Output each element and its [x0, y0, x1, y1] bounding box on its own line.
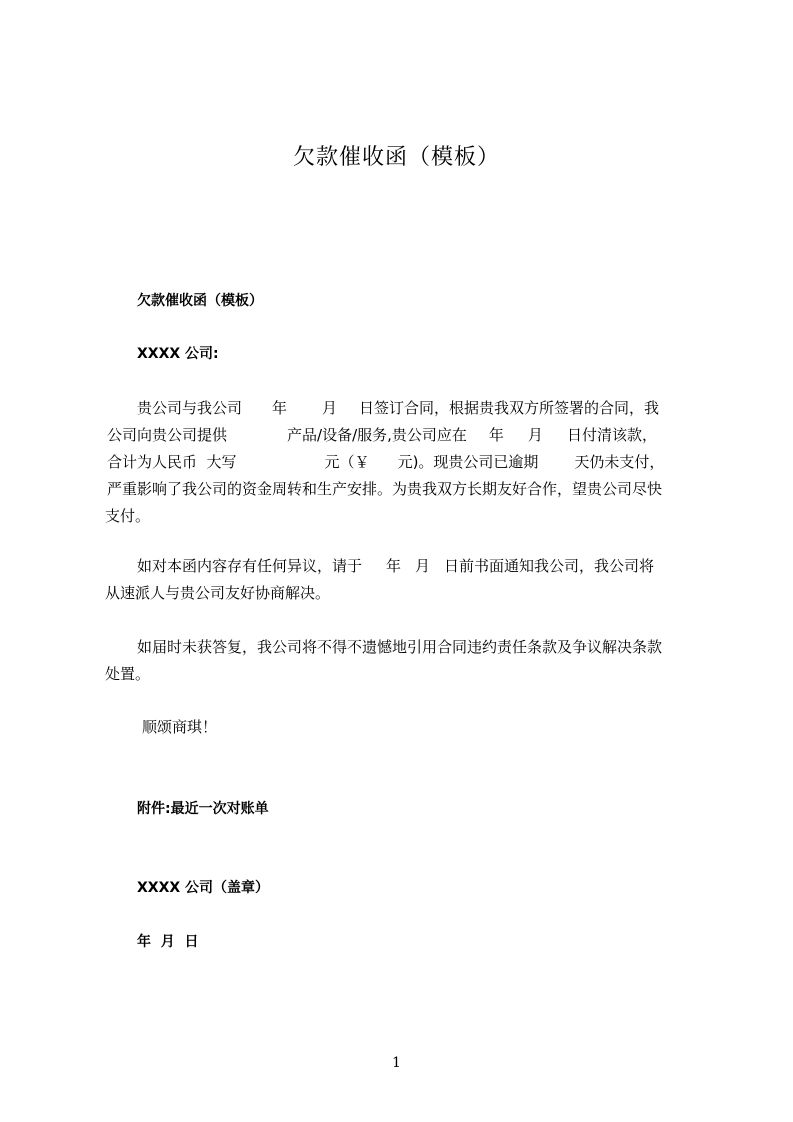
- paragraph-1-line-2: [105, 422, 705, 449]
- text-segment: 月: [527, 426, 543, 444]
- text-segment: 日签订合同，根据贵我双方所签署的合同，我: [359, 399, 660, 417]
- text-segment: 日付清该款，: [566, 426, 657, 444]
- text-segment: 贵公司与我公司: [137, 399, 243, 417]
- paragraph-3-line-1: 如届时未获答复，我公司将不得不遗憾地引用合同违约责任条款及争议解决条款: [137, 638, 663, 656]
- paragraph-2-line-2: 从速派人与贵公司友好协商解决。: [105, 584, 331, 602]
- addressee: XXXX 公司:: [137, 346, 219, 362]
- page-number: 1: [392, 1055, 401, 1071]
- text-segment: 月: [322, 399, 338, 417]
- text-segment: 元)。现贵公司已逾期: [397, 453, 539, 471]
- text-segment: 年: [488, 426, 504, 444]
- text-segment: 月: [415, 557, 431, 575]
- paragraph-1-line-3: [105, 449, 705, 476]
- paragraph-1-line-5: 支付。: [105, 507, 151, 525]
- text-segment: 日前书面通知我公司，我公司将: [444, 557, 655, 575]
- text-segment: 年: [386, 557, 402, 575]
- text-segment: 如对本函内容存有任何异议，请于: [137, 557, 363, 575]
- page-title: 欠款催收函（模板）: [292, 145, 500, 170]
- signature-company: XXXX 公司（盖章）: [137, 880, 270, 896]
- text-segment: 合计为人民币 大写: [107, 453, 237, 471]
- closing-greeting: 顺颂商琪！: [142, 718, 218, 736]
- paragraph-3-line-2: 处置。: [105, 665, 151, 683]
- paragraph-1-line-4: 严重影响了我公司的资金周转和生产安排。为贵我双方长期友好合作，望贵公司尽快: [107, 480, 663, 498]
- paragraph-1: [105, 395, 705, 530]
- text-segment: 天仍未支付，: [574, 453, 665, 471]
- paragraph-1-line-1: [105, 395, 705, 422]
- text-segment: 产品/设备/服务,贵公司应在: [287, 426, 467, 444]
- text-segment: 元（￥: [324, 453, 370, 471]
- attachment-note: 附件:最近一次对账单: [137, 801, 269, 817]
- letter-subtitle: 欠款催收函（模板）: [137, 293, 263, 309]
- text-segment: 公司向贵公司提供: [107, 426, 228, 444]
- signature-date: 年 月 日: [137, 934, 199, 950]
- paragraph-3: [105, 634, 705, 688]
- paragraph-2: [105, 553, 705, 607]
- paragraph-2-line-1: [105, 553, 705, 580]
- text-segment: 年: [272, 399, 288, 417]
